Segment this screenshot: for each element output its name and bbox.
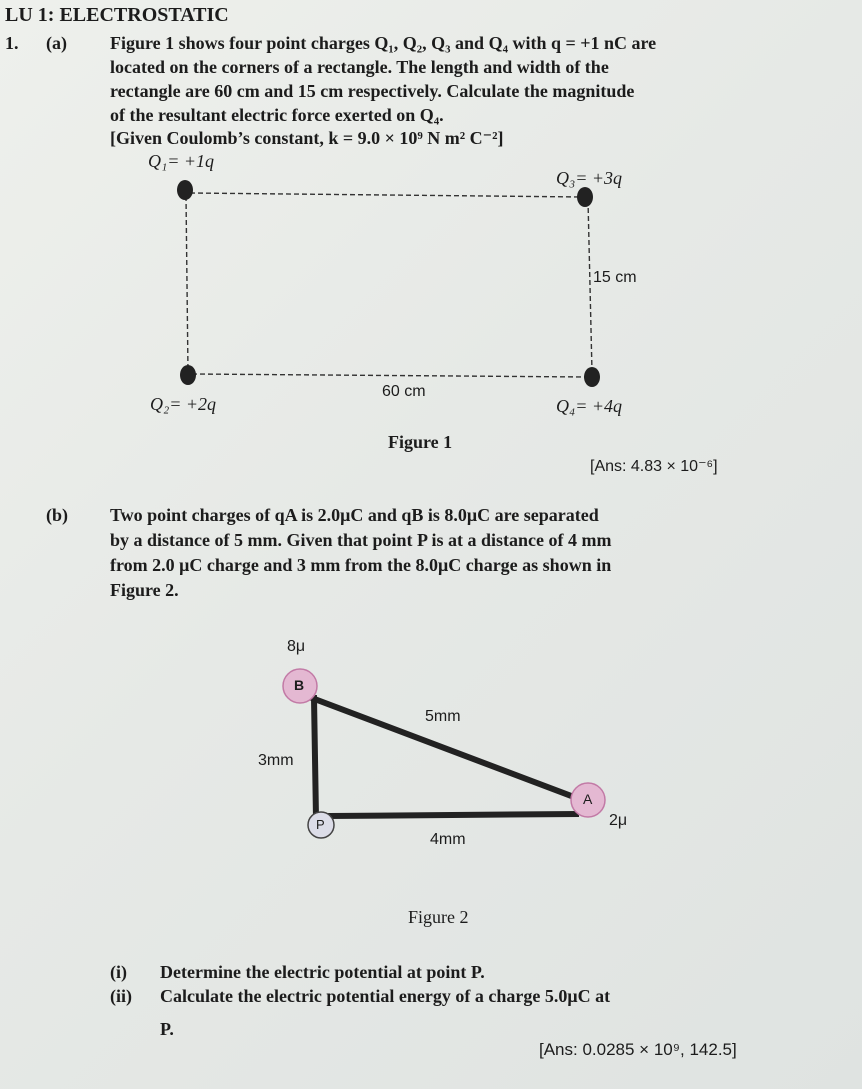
part-b-line: from 2.0 μC charge and 3 mm from the 8.0μC charge as shown in (110, 555, 612, 575)
bottom-edge (192, 374, 588, 377)
right-edge (588, 200, 592, 372)
part-a-answer: [Ans: 4.83 × 10⁻⁶] (590, 458, 718, 475)
q4-label: Q₄= +4q (556, 396, 623, 416)
sub-ii-label: (ii) (110, 986, 132, 1006)
distance-bp: 3mm (258, 752, 294, 769)
part-b-line: Two point charges of qA is 2.0μC and qB is 8.0μC are separated (110, 505, 599, 525)
charge-q1-dot (177, 180, 193, 200)
charge-b-label: B (294, 677, 305, 693)
width-label: 15 cm (593, 269, 637, 286)
sub-i-label: (i) (110, 962, 127, 982)
part-b-answer: [Ans: 0.0285 × 10⁹, 142.5] (539, 1040, 737, 1059)
sub-i-text: Determine the electric potential at point P. (160, 962, 485, 982)
figure-1-caption: Figure 1 (388, 432, 453, 452)
top-edge (190, 193, 584, 197)
sub-ii-text: Calculate the electric potential energy of a charge 5.0μC at (160, 986, 611, 1006)
part-a-line: [Given Coulomb’s constant, k = 9.0 × 10⁹ N m² C⁻²] (110, 128, 504, 148)
charge-q2-dot (180, 365, 196, 385)
q2-label: Q₂= +2q (150, 394, 217, 414)
left-edge (186, 196, 188, 372)
line-p-a (330, 814, 576, 816)
part-a-label: (a) (46, 33, 67, 53)
question-number: 1. (5, 33, 19, 53)
charge-b-value: 8μ (287, 638, 306, 655)
q3-label: Q₃= +3q (556, 168, 623, 188)
part-a-line: Figure 1 shows four point charges Q₁, Q₂, Q₃ and Q₄ with q = +1 nC are (110, 33, 657, 53)
part-b-line: by a distance of 5 mm. Given that point P is at a distance of 4 mm (110, 530, 612, 550)
q1-label: Q₁= +1q (148, 151, 215, 171)
charge-a-label: A (583, 791, 593, 807)
sub-ii-text-continued: P. (160, 1019, 174, 1039)
part-a-line: of the resultant electric force exerted on Q₄. (110, 105, 444, 125)
charge-a-value: 2μ (609, 812, 628, 829)
charge-q4-dot (584, 367, 600, 387)
part-b-line: Figure 2. (110, 580, 179, 600)
section-title: LU 1: ELECTROSTATIC (5, 4, 229, 26)
line-b-p (314, 698, 316, 818)
distance-pa: 4mm (430, 831, 466, 848)
length-label: 60 cm (382, 383, 426, 400)
point-p-label: P (316, 817, 325, 832)
distance-ab: 5mm (425, 708, 461, 725)
part-b-label: (b) (46, 505, 68, 525)
charge-q3-dot (577, 187, 593, 207)
figure-2-caption: Figure 2 (408, 907, 469, 927)
part-a-line: located on the corners of a rectangle. The length and width of the (110, 57, 609, 77)
part-a-line: rectangle are 60 cm and 15 cm respectively. Calculate the magnitude (110, 81, 635, 101)
